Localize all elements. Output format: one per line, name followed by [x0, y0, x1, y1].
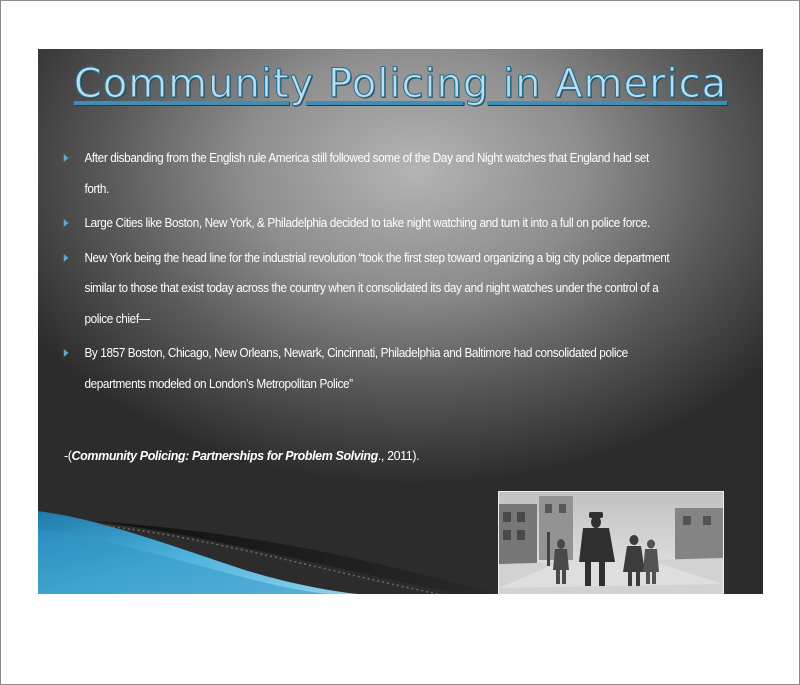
bullet-item: [60, 243, 671, 335]
citation-prefix: -(: [64, 449, 72, 463]
bullet-item: [60, 338, 671, 399]
slide-title: Community Policing in America: [73, 61, 728, 107]
slide: [38, 49, 763, 594]
triangle-right-icon: [64, 154, 69, 162]
bullet-text: Large Cities like Boston, New York, & Philadelphia decided to take night watching and turn it into a full on police force.: [84, 216, 650, 230]
triangle-right-icon: [64, 254, 69, 262]
historical-police-photo: [498, 491, 724, 594]
citation-work-title: Community Policing: Partnerships for Problem Solving: [71, 449, 378, 463]
bullet-item: [60, 143, 671, 204]
police-officer-with-children-image: [499, 492, 723, 594]
bullet-text: After disbanding from the English rule America still followed some of the Day and Night watches that England had set forth.: [84, 151, 649, 196]
bullet-text: New York being the head line for the industrial revolution “took the first step toward organizing a big city police department similar to those that exist today across the country when it consolidated its day and night watches under the control of a police chief—: [84, 250, 670, 326]
triangle-right-icon: [64, 349, 69, 357]
citation: [64, 449, 419, 463]
bullet-item: [60, 208, 671, 239]
triangle-right-icon: [64, 219, 69, 227]
decorative-wave: [38, 479, 498, 594]
bullet-text: By 1857 Boston, Chicago, New Orleans, Newark, Cincinnati, Philadelphia and Baltimore had consolidated police departments modeled on London’s Metropolitan Police”: [84, 346, 628, 391]
citation-suffix: ., 2011).: [377, 449, 420, 463]
bullet-list: [60, 143, 710, 403]
